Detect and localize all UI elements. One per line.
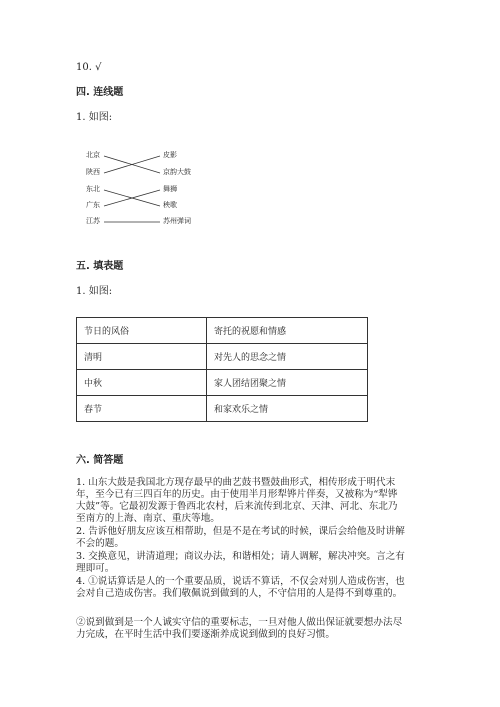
section-5-heading: 五. 填表题: [76, 261, 124, 272]
table-cell: 清明: [77, 344, 207, 370]
answer-1: [76, 477, 426, 525]
section-4-heading: 四. 连线题: [76, 87, 124, 98]
table-cell: 家人团结团聚之情: [207, 370, 368, 396]
text-line: 至南方的上海、南京、重庆等地。: [76, 513, 220, 524]
left-item-guangdong: 广东: [86, 201, 100, 209]
table-cell: 春节: [77, 396, 207, 422]
right-item-yangge: 秧歌: [163, 201, 177, 209]
right-item-wushi: 舞狮: [163, 185, 177, 193]
table-cell: 对先人的思念之情: [207, 344, 368, 370]
text-line: ②说到做到是一个人诚实守信的重要标志，一旦对他人做出保证就要想办法尽: [76, 617, 403, 628]
section-4-question-1: 1. 如图:: [76, 112, 113, 123]
left-item-beijing: 北京: [86, 151, 100, 159]
text-line: 1. 山东大鼓是我国北方现存最早的曲艺鼓书暨鼓曲形式，相传形成于明代末: [76, 477, 396, 488]
table-row: [77, 396, 368, 422]
text-line: 3. 交换意见，讲清道理；商议办法，和谐相处；请人调解，解决冲突。言之有: [76, 551, 405, 562]
text-line: 力完成，在平时生活中我们要逐渐养成说到做到的良好习惯。: [76, 629, 336, 640]
table-row: [77, 370, 368, 396]
table-cell: 和家欢乐之情: [207, 396, 368, 422]
left-item-jiangsu: 江苏: [86, 217, 100, 225]
section-6-heading: 六. 简答题: [76, 455, 124, 466]
left-item-shaanxi: 陕西: [86, 168, 100, 176]
right-item-suzhou-tanci: 苏州弹词: [163, 217, 191, 225]
answer-2: [76, 526, 426, 550]
table-cell: 寄托的祝愿和情感: [207, 318, 368, 344]
section-5-question-1: 1. 如图:: [76, 286, 113, 297]
table-cell: 节日的风俗: [77, 318, 207, 344]
table-cell: 中秋: [77, 370, 207, 396]
text-line: 会对自己造成伤害。我们敬佩说到做到的人，不守信用的人是得不到尊重的。: [76, 588, 403, 599]
table-row: [77, 344, 368, 370]
text-line: 不会的题。: [76, 538, 124, 549]
text-line: 4. ①说话算话是人的一个重要品质，说话不算话，不仅会对别人造成伤害，也: [76, 576, 405, 587]
text-line: 理即可。: [76, 563, 115, 574]
text-line: 2. 告诉他好朋友应该互相帮助，但是不是在考试的时候，课后会给他及时讲解: [76, 526, 405, 537]
table-row: [77, 318, 368, 344]
festival-table: [76, 317, 368, 422]
right-item-piying: 皮影: [163, 151, 177, 159]
text-line: 大鼓”等。它最初发源于鲁西北农村，后来流传到北京、天津、河北、东北乃: [76, 501, 398, 512]
answer-4-part-2: [76, 617, 426, 641]
text-line: 年，至今已有三四百年的历史。由于使用半月形犁铧片伴奏，又被称为“犁铧: [76, 489, 398, 500]
left-item-dongbei: 东北: [86, 185, 100, 193]
answer-10: 10. √: [76, 62, 102, 73]
answer-3: [76, 551, 426, 575]
right-item-jingyun-dagu: 京韵大鼓: [163, 168, 191, 176]
answer-4-part-1: [76, 576, 426, 600]
